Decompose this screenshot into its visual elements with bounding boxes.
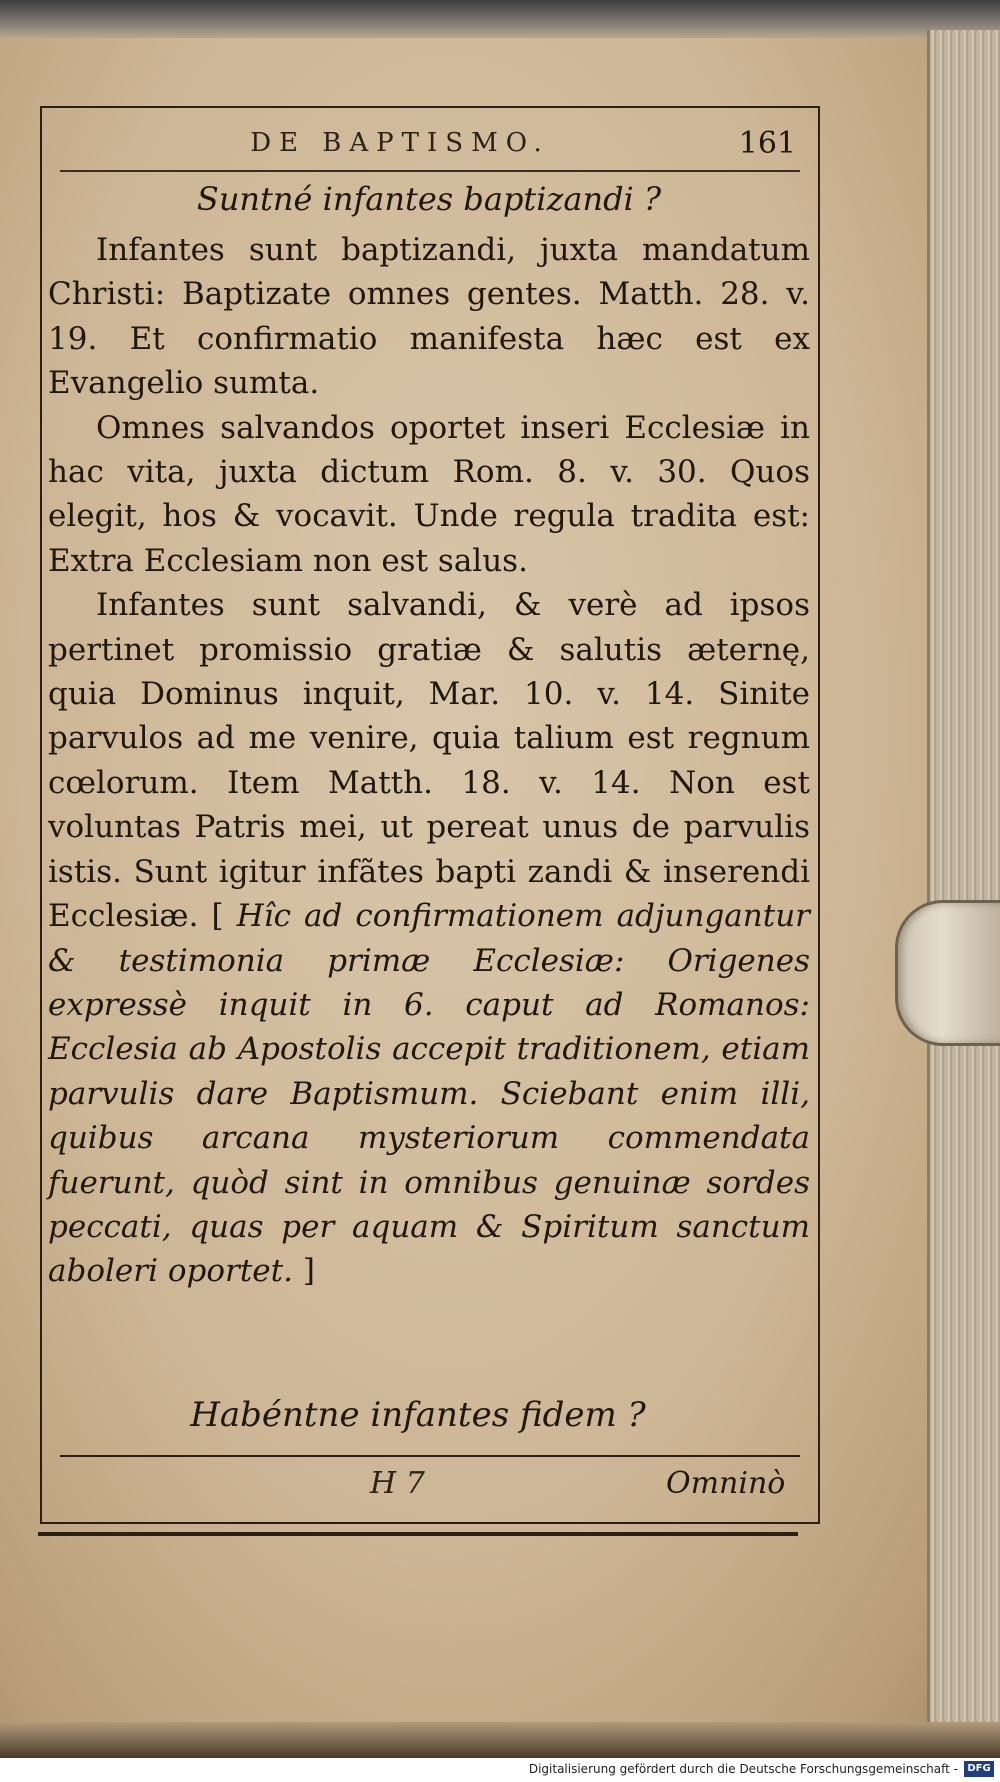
- running-head-title: DE BAPTISMO.: [250, 128, 550, 158]
- book-bottom-edge: [0, 1722, 1000, 1758]
- page-number: 161: [738, 126, 796, 161]
- clasp-tab-icon: [895, 900, 1000, 1046]
- question-heading-2: Habéntne infantes fidem ?: [190, 1395, 646, 1435]
- book-fore-edge: [927, 30, 1000, 1730]
- footer-rule: [60, 1455, 800, 1457]
- dfg-logo-icon: DFG: [964, 1761, 994, 1777]
- paragraph-3-close: ]: [302, 1253, 315, 1290]
- signature-mark: H 7: [370, 1466, 425, 1501]
- digitization-footer: [0, 1758, 1000, 1782]
- book-top-edge: [0, 0, 1000, 38]
- paragraph-1: Infantes sunt baptizandi, juxta mandatum Christi: Baptizate omnes gentes. Matth. 28. v. 19. Et confirmatio manifesta hæc est ex Evangelio sumta.: [48, 232, 810, 402]
- paragraph-3-roman: Infantes sunt salvandi, & verè ad ipsos pertinet promissio gratiæ & salutis æternę, quia Dominus inquit, Mar. 10. v. 14. Sinite parvulos ad me venire, quia talium est regnum cœlorum. Item Matth. 18. v. 14. Non est voluntas Patris mei, ut pereat unus de parvulis istis. Sunt igitur infãtes bapti zandi & inserendi Ecclesiæ. [: [48, 587, 810, 935]
- digitization-credit: Digitalisierung gefördert durch die Deutsche Forschungsgemeinschaft -: [528, 1762, 958, 1776]
- question-heading-1: Suntné infantes baptizandi ?: [196, 180, 662, 218]
- running-head: [60, 126, 800, 172]
- paragraph-3: [48, 583, 810, 1294]
- body-text: [48, 176, 810, 1294]
- catchword: Omninò: [666, 1466, 786, 1501]
- paragraph-2: Omnes salvandos oportet inseri Ecclesiæ in hac vita, juxta dictum Rom. 8. v. 30. Quos elegit, hos & vocavit. Unde regula tradita est: Extra Ecclesiam non est salus.: [48, 409, 810, 579]
- paragraph-3-italic: Hîc ad confirmationem adjungantur & testimonia primæ Ecclesiæ: Origenes expressè inquit in 6. caput ad Romanos: Ecclesia ab Apostolis accepit traditionem, etiam parvulis dare Baptismum. Sciebant enim illi, quibus arcana mysteriorum commendata fuerunt, quòd sint in omnibus genuinæ sordes peccati, quas per aquam & Spiritum sanctum aboleri oportet.: [48, 898, 810, 1290]
